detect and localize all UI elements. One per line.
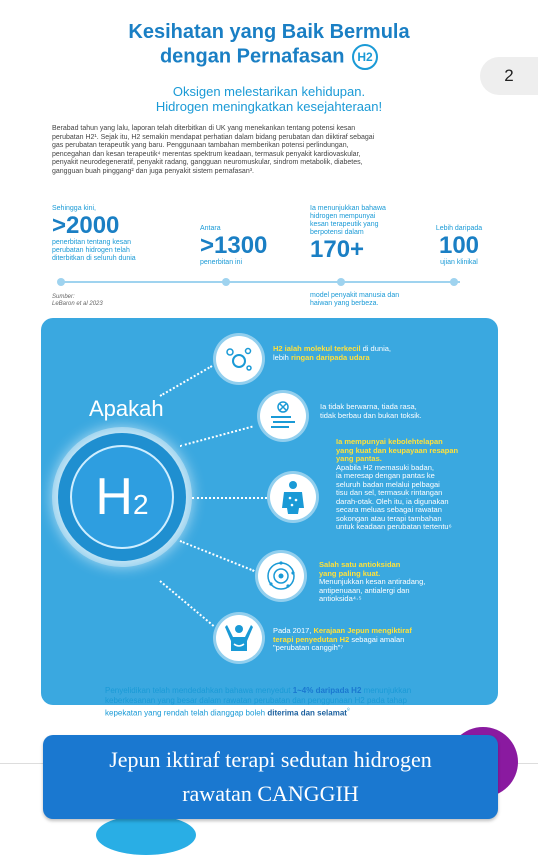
stat-desc: ujian klinikal xyxy=(440,259,478,266)
stat-publications xyxy=(52,205,182,263)
point-2-line: Ia tidak berwarna, tiada rasa, xyxy=(320,402,417,411)
h2-badge-icon: H2 xyxy=(352,44,378,70)
point-2-line: tidak berbau dan bukan toksik. xyxy=(320,410,422,420)
point-5-highlight: Kerajaan Jepun mengiktiraf xyxy=(313,626,412,635)
point-japan-recognition xyxy=(273,627,463,653)
point-antioxidant xyxy=(319,561,469,604)
timeline-dot xyxy=(57,278,65,286)
timeline-dot xyxy=(222,278,230,286)
h2-circle-sub: 2 xyxy=(132,489,149,520)
note-bold: diterima dan selamat xyxy=(267,708,347,718)
point-4-highlight: Salah satu antioksidan xyxy=(319,560,401,569)
point-4-line: antioksida⁴·⁵ xyxy=(319,594,362,603)
stat-pre: kesan terapeutik yang xyxy=(310,221,379,228)
title-line-1: Kesihatan yang Baik Bermula xyxy=(128,21,410,43)
research-note xyxy=(105,686,445,719)
point-1-highlight: H2 ialah molekul terkecil xyxy=(273,344,361,353)
stat-pre: berpotensi dalam xyxy=(310,229,364,236)
title-line-2-text: dengan Pernafasan xyxy=(159,45,345,68)
stat-value: 100 xyxy=(438,232,480,259)
panel-heading: Apakah xyxy=(89,396,164,421)
no-smell-wind-icon xyxy=(260,393,306,439)
stat-desc: penerbitan tentang kesan xyxy=(52,239,132,246)
point-5-text: "perubatan canggih"⁷ xyxy=(273,643,344,652)
timeline-dot xyxy=(337,278,345,286)
intro-line: Berabad tahun yang lalu, laporan telah diterbitkan di UK yang menekankan tentang potensi kesan xyxy=(52,125,356,132)
h2-molecule-label xyxy=(70,445,174,549)
intro-line: gangguan buah pinggang² dan juga penyakit sistem pernafasan³. xyxy=(52,167,254,175)
headline-banner xyxy=(43,735,498,819)
intro-line: gas perubatan terapeutik yang baru. Penggunaan tambahan memberikan potensi perlindungan, xyxy=(52,142,349,149)
stat-subset xyxy=(200,225,290,267)
stat-disease-models-desc xyxy=(310,292,450,308)
point-3-line: sokongan atau terapi tambahan xyxy=(336,513,442,523)
point-colorless xyxy=(320,403,490,420)
intro-line: pencegahan dan kesan terapeutik⁴ merentas spektrum keadaan, termasuk penyakit kardiovaskular, xyxy=(52,150,361,158)
point-3-line: darah-otak. Oleh itu, ia digunakan xyxy=(336,496,449,506)
intro-line: penyakit neurodegeneratif, penyakit radang, gangguan neuromuskular, sindrom metabolik, diabetes, xyxy=(52,159,363,166)
stat-pre: Lebih daripada xyxy=(435,225,483,232)
timeline-dot xyxy=(450,278,458,286)
intro-paragraph xyxy=(52,125,492,176)
point-4-line: Menunjukkan kesan antiradang, xyxy=(319,577,426,586)
page-title xyxy=(0,20,538,70)
source-label: Sumber: xyxy=(52,294,75,300)
point-4-highlight: yang paling kuat. xyxy=(319,568,381,578)
point-5-highlight: terapi penyedutan H2 xyxy=(273,634,350,644)
stat-desc: perubatan hidrogen telah xyxy=(52,247,130,254)
point-3-highlight: yang pantas. xyxy=(336,454,382,463)
antioxidant-icon xyxy=(258,553,304,599)
stat-desc: diterbitkan di seluruh dunia xyxy=(52,255,136,262)
note-text: Penyelidikan telah mendedahkan bahawa menyedut xyxy=(105,686,293,695)
stat-value: >1300 xyxy=(200,232,268,259)
person-celebrate-icon xyxy=(216,615,262,661)
stat-pre: Sehingga kini, xyxy=(52,205,96,212)
molecule-icon xyxy=(216,336,262,382)
point-3-line: ia meresap dengan pantas ke xyxy=(336,471,435,480)
point-1-text: lebih xyxy=(273,352,291,362)
stat-pre: hidrogen mempunyai xyxy=(310,213,376,220)
point-5-text: Pada 2017, xyxy=(273,626,314,635)
point-3-line: untuk keadaan perubatan tertentu⁶ xyxy=(336,522,452,531)
point-3-line: tisu dan sel, termasuk rintangan xyxy=(336,488,443,497)
point-3-highlight: Ia mempunyai kebolehtelapan xyxy=(336,437,443,446)
note-text: menunjukkan keberkesanan yang besar dalam rawatan perubatan dan penggunaan H2 pada tahap kepekatan yang rendah telah dianggap boleh xyxy=(105,686,412,718)
point-3-line: Apabila H2 memasuki badan, xyxy=(336,462,434,472)
h2-circle-h: H xyxy=(95,468,133,526)
point-1-highlight: ringan daripada udara xyxy=(290,352,370,362)
point-3-highlight: yang kuat dan keupayaan resapan xyxy=(336,445,459,455)
note-highlight: 1~4% daripada H2 xyxy=(292,686,362,695)
subtitle-line-2: Hidrogen meningkatkan kesejahteraan! xyxy=(155,99,383,114)
stat-pre: Ia menunjukkan bahawa xyxy=(310,205,386,212)
note-ref: ⁸ xyxy=(346,707,350,714)
human-body-icon xyxy=(270,474,316,520)
stat-clinical-trials xyxy=(424,225,494,267)
banner-line-1: Jepun iktiraf terapi sedutan hidrogen xyxy=(109,747,432,772)
stat-desc: haiwan yang berbeza. xyxy=(310,300,379,307)
banner-line-2: rawatan CANGGIH xyxy=(182,781,359,806)
h2-molecule-circle xyxy=(58,433,186,561)
point-permeability xyxy=(336,438,491,532)
point-3-line: secara meluas sebagai rawatan xyxy=(336,505,442,514)
stat-desc: model penyakit manusia dan xyxy=(310,292,400,299)
stat-disease-models xyxy=(310,205,420,263)
point-1-text: di dunia, xyxy=(360,344,391,353)
point-3-line: seluruh badan melalui pelbagai xyxy=(336,479,440,489)
point-4-line: antipenuaan, antialergi dan xyxy=(319,585,410,595)
stat-value: >2000 xyxy=(52,212,120,239)
point-5-text: sebagai amalan xyxy=(349,634,405,644)
title-line-2 xyxy=(0,44,538,70)
timeline-line xyxy=(60,281,460,283)
subtitle xyxy=(0,84,538,114)
subtitle-line-1: Oksigen melestarikan kehidupan. xyxy=(172,84,366,99)
intro-line: perubatan H2¹. Sejak itu, H2 semakin mendapat perhatian dalam bidang perubatan dan diiktiraf sebagai xyxy=(52,133,375,141)
page-number: 2 xyxy=(480,57,538,95)
source-ref: LeBaron et al 2023 xyxy=(52,301,103,307)
source xyxy=(52,294,103,308)
connector-dots xyxy=(192,497,267,499)
decorative-arc xyxy=(96,815,196,855)
point-1-line-2 xyxy=(273,354,473,363)
stat-pre: Antara xyxy=(200,225,221,232)
stat-value: 170+ xyxy=(310,236,365,263)
point-smallest-molecule xyxy=(273,345,473,362)
stat-desc: penerbitan ini xyxy=(200,259,243,266)
